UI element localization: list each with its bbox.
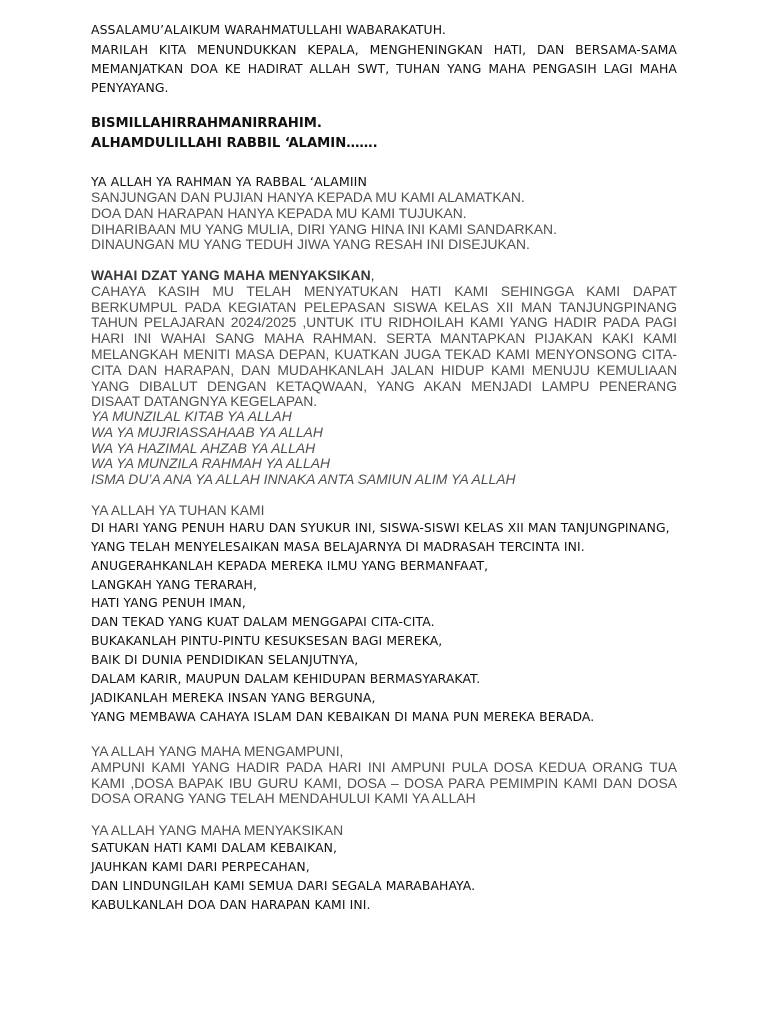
greeting-block xyxy=(91,21,677,97)
witness-heading xyxy=(91,268,677,284)
opening-hamdalah: ALHAMDULILLAHI RABBIL ‘ALAMIN……. xyxy=(91,136,378,151)
witness-block xyxy=(91,268,677,410)
graduates-line: JADIKANLAH MEREKA INSAN YANG BERGUNA, xyxy=(91,689,376,705)
closing-block xyxy=(91,823,677,914)
graduates-block xyxy=(91,503,677,727)
graduates-line: BAIK DI DUNIA PENDIDIKAN SELANJUTNYA, xyxy=(91,652,359,668)
graduates-line: YANG TELAH MENYELESAIKAN MASA BELAJARNYA DI MADRASAH TERCINTA INI. xyxy=(91,538,585,554)
invocation-line: WA YA MUJRIASSAHAAB YA ALLAH xyxy=(91,423,323,440)
graduates-heading: YA ALLAH YA TUHAN KAMI xyxy=(91,502,265,518)
invocations-block xyxy=(91,409,677,488)
closing-line: KABULKANLAH DOA DAN HARAPAN KAMI INI. xyxy=(91,896,371,912)
invocation-line: WA YA MUNZILA RAHMAH YA ALLAH xyxy=(91,455,331,472)
graduates-lines xyxy=(91,519,677,727)
graduates-line: BUKAKANLAH PINTU-PINTU KESUKSESAN BAGI MEREKA, xyxy=(91,633,443,649)
graduates-line: DALAM KARIR, MAUPUN DALAM KEHIDUPAN BERMASYARAKAT. xyxy=(91,671,481,687)
opening-block xyxy=(91,114,677,154)
closing-line: DAN LINDUNGILAH KAMI SEMUA DARI SEGALA MARABAHAYA. xyxy=(91,877,476,893)
praise-line: SANJUNGAN DAN PUJIAN HANYA KEPADA MU KAMI ALAMATKAN. xyxy=(91,189,525,205)
praise-line: DIHARIBAAN MU YANG MULIA, DIRI YANG HINA INI KAMI SANDARKAN. xyxy=(91,220,557,237)
closing-line: JAUHKAN KAMI DARI PERPECAHAN, xyxy=(91,858,310,874)
invocation-line: WA YA HAZIMAL AHZAB YA ALLAH xyxy=(91,439,316,456)
invocation-line: YA MUNZILAL KITAB YA ALLAH xyxy=(91,408,292,424)
graduates-line: YANG MEMBAWA CAHAYA ISLAM DAN KEBAIKAN DI MANA PUN MEREKA BERADA. xyxy=(91,708,595,724)
forgiveness-paragraph: AMPUNI KAMI YANG HADIR PADA HARI INI AMPUNI PULA DOSA KEDUA ORANG TUA KAMI ,DOSA BAPAK IBU GURU KAMI, DOSA – DOSA PARA PEMIMPIN KAMI DAN DOSA DOSA ORANG YANG TELAH MENDAHULUI KAMI YA ALLAH xyxy=(91,758,677,807)
greeting: ASSALAMU’ALAIKUM WARAHMATULLAHI WABARAKATUH. xyxy=(91,22,446,37)
witness-paragraph: CAHAYA KASIH MU TELAH MENYATUKAN HATI KAMI SEHINGGA KAMI DAPAT BERKUMPUL PADA KEGIATAN PELEPASAN SISWA KELAS XII MAN TANJUNGPINANG TAHUN PELAJARAN 2024/2025 ,UNTUK ITU RIDHOILAH KAMI YANG HADIR PADA PAGI HARI INI WAHAI SANG MAHA RAHMAN. SERTA MANTAPKAN PIJAKAN KAKI KAMI MELANGKAH MENITI MASA DEPAN, KUATKAN JUGA TEKAD KAMI MENYONSONG CITA-CITA DAN HARAPAN, DAN MUDAHKANLAH JALAN HIDUP KAMI MENUJU KEMULIAAN YANG DIBALUT DENGAN KETAQWAAN, YANG AKAN MENJADI LAMPU PENERANG DISAAT DATANGNYA KEGELAPAN. xyxy=(91,282,677,410)
closing-lines xyxy=(91,839,677,915)
forgiveness-heading: YA ALLAH YANG MAHA MENGAMPUNI, xyxy=(91,743,344,759)
graduates-line: DAN TEKAD YANG KUAT DALAM MENGGAPAI CITA-CITA. xyxy=(91,614,435,630)
praise-line: DINAUNGAN MU YANG TEDUH JIWA YANG RESAH INI DISEJUKAN. xyxy=(91,236,530,253)
opening-basmalah: BISMILLAHIRRAHMANIRRAHIM. xyxy=(91,116,322,131)
praise-block xyxy=(91,173,677,253)
invocation-line: ISMA DU’A ANA YA ALLAH INNAKA ANTA SAMIUN ALIM YA ALLAH xyxy=(91,471,516,488)
closing-line: SATUKAN HATI KAMI DALAM KEBAIKAN, xyxy=(91,839,338,855)
witness-heading-text: WAHAI DZAT YANG MAHA MENYAKSIKAN xyxy=(91,267,371,283)
witness-heading-comma: , xyxy=(370,267,375,283)
praise-heading: YA ALLAH YA RAHMAN YA RABBAL ‘ALAMIIN xyxy=(91,174,367,189)
graduates-line: LANGKAH YANG TERARAH, xyxy=(91,576,257,592)
graduates-line: HATI YANG PENUH IMAN, xyxy=(91,595,246,611)
graduates-line: ANUGERAHKANLAH KEPADA MEREKA ILMU YANG BERMANFAAT, xyxy=(91,557,489,573)
intro-paragraph: MARILAH KITA MENUNDUKKAN KEPALA, MENGHENINGKAN HATI, DAN BERSAMA-SAMA MEMANJATKAN DOA KE HADIRAT ALLAH SWT, TUHAN YANG MAHA PENGASIH LAGI MAHA PENYAYANG. xyxy=(91,41,677,95)
praise-line: DOA DAN HARAPAN HANYA KEPADA MU KAMI TUJUKAN. xyxy=(91,204,467,221)
closing-heading: YA ALLAH YANG MAHA MENYAKSIKAN xyxy=(91,822,344,838)
praise-lines xyxy=(91,190,677,253)
graduates-line: DI HARI YANG PENUH HARU DAN SYUKUR INI, SISWA-SISWI KELAS XII MAN TANJUNGPINANG, xyxy=(91,519,670,535)
forgiveness-block xyxy=(91,744,677,807)
